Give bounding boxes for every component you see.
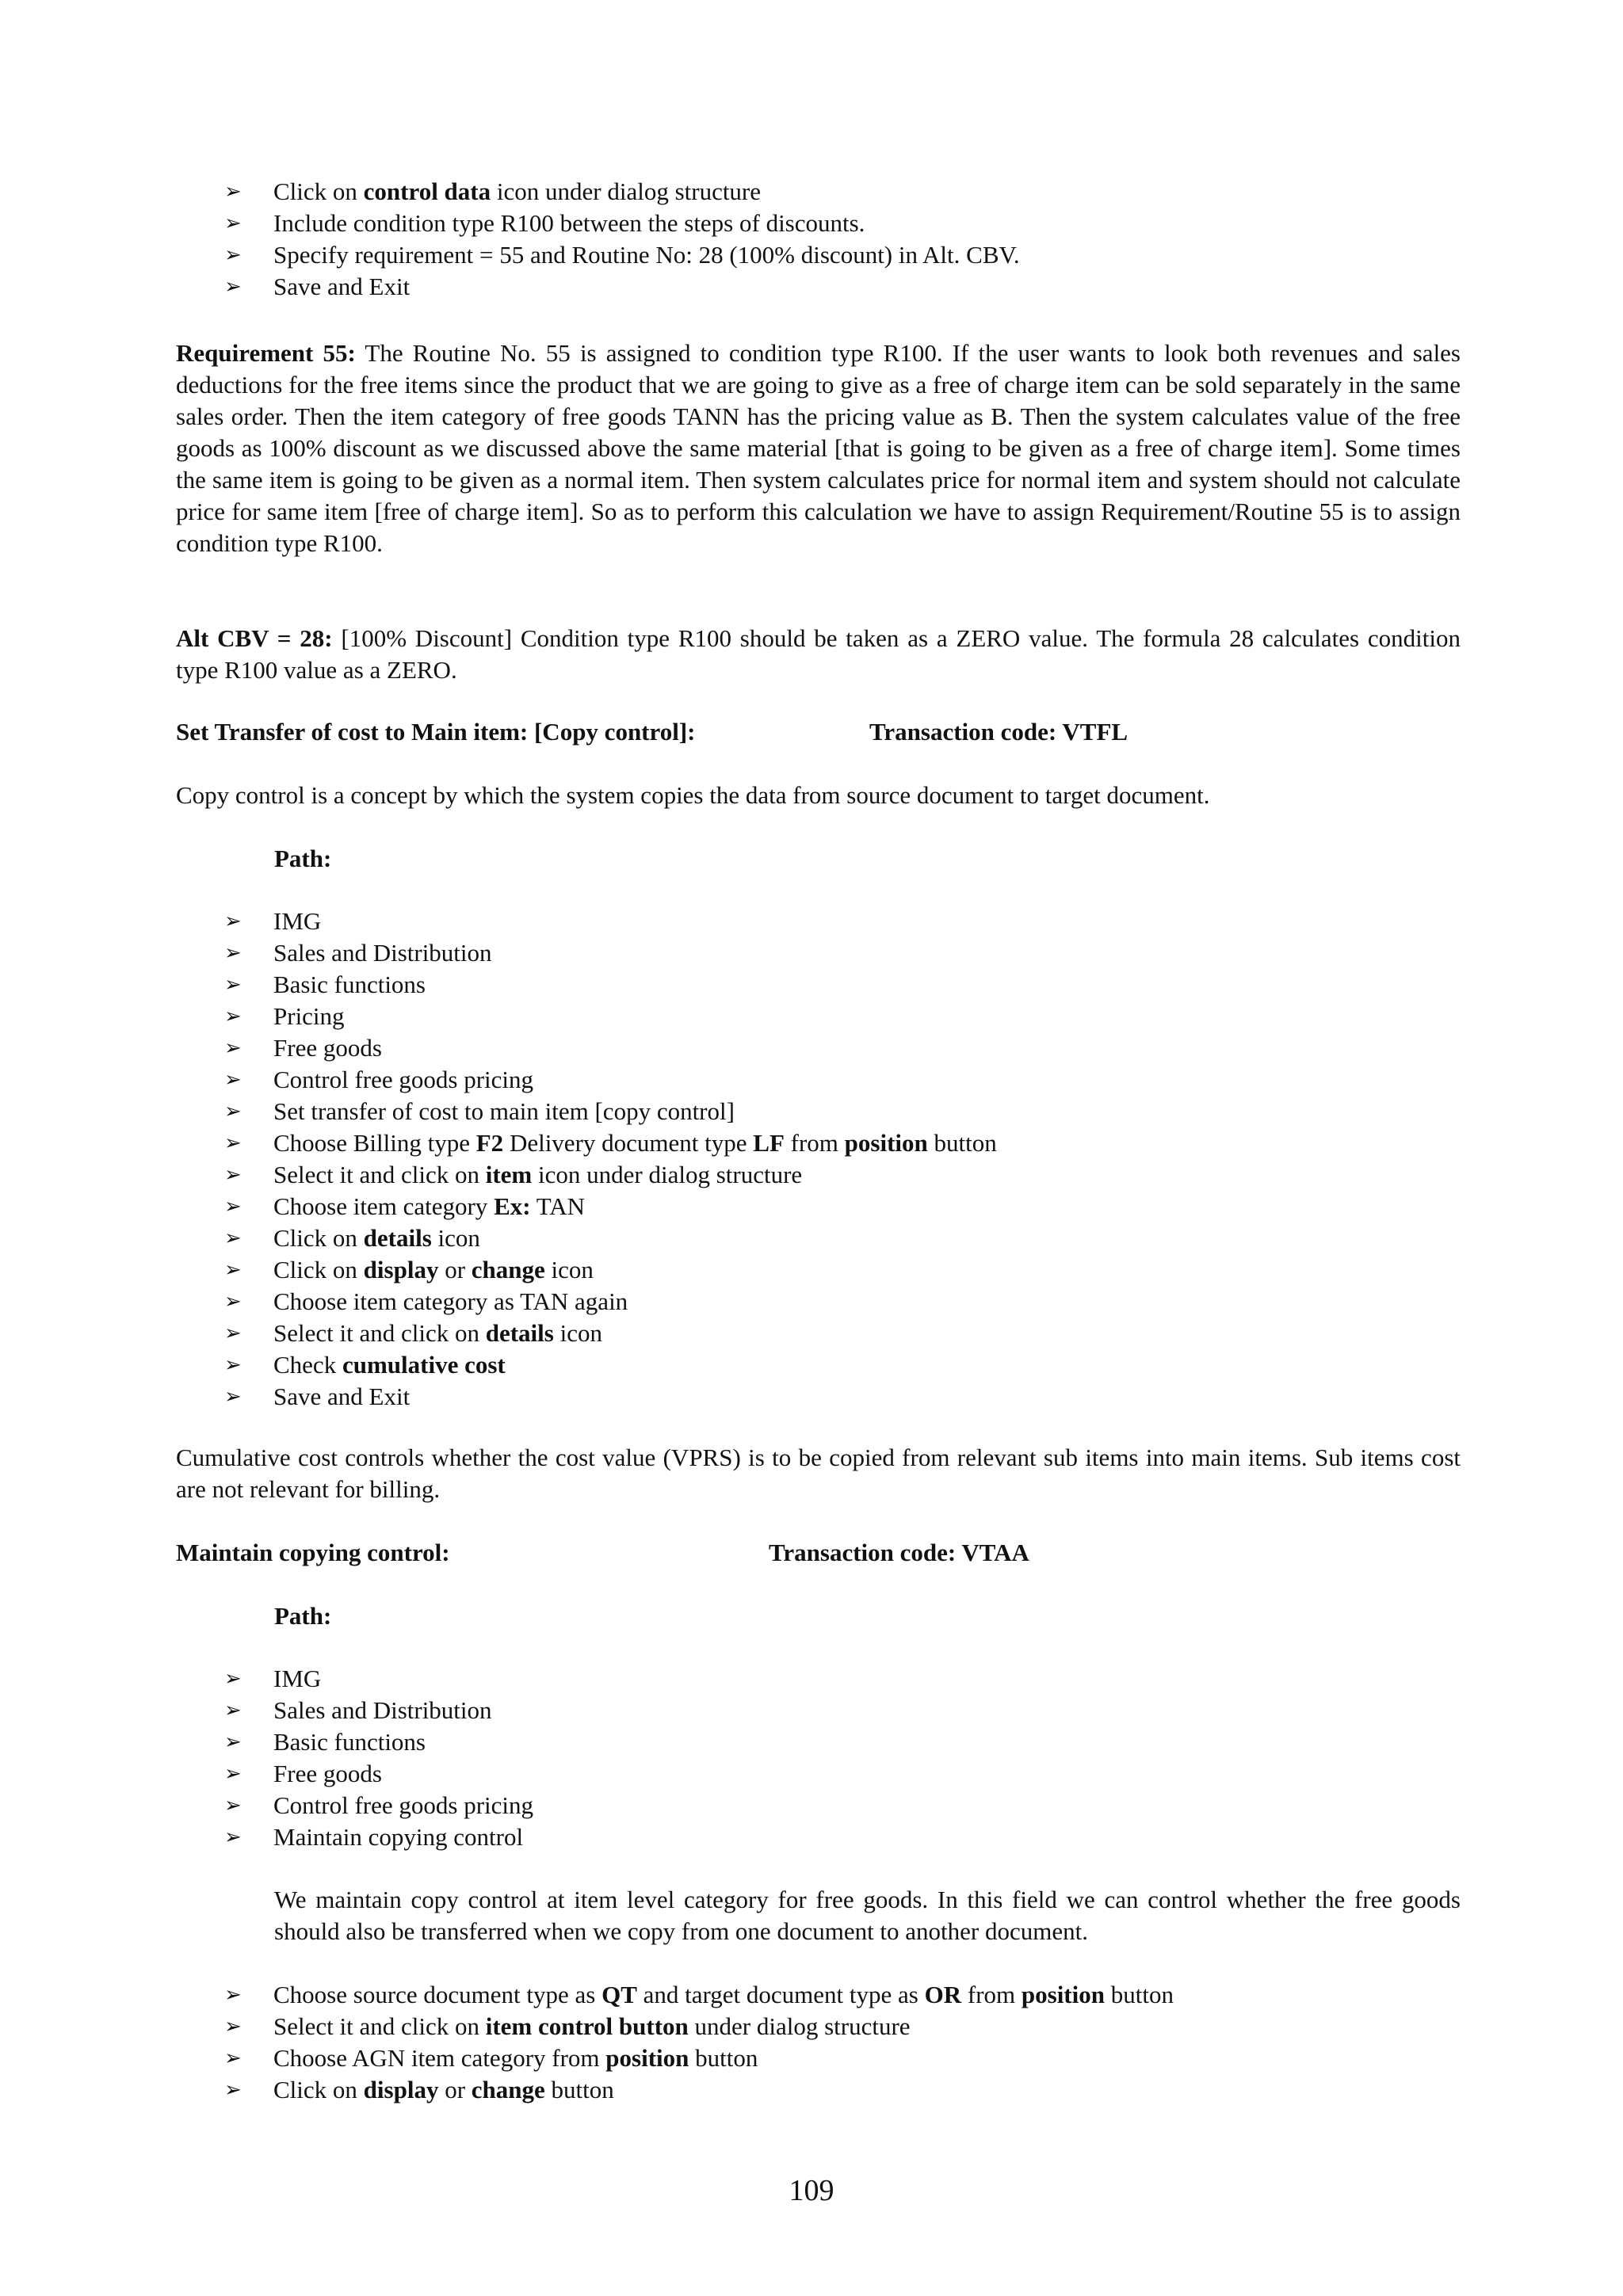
arrow-bullet-icon: ➢ — [224, 243, 242, 267]
list-item-text: Pricing — [273, 1002, 345, 1030]
list-item-text: Select it and click on — [273, 2012, 486, 2040]
transaction-code-vtfl: Transaction code: VTFL — [869, 718, 1128, 746]
bold-term: details — [363, 1224, 432, 1252]
list-item-text: TAN — [530, 1192, 585, 1220]
bold-term: OR — [924, 1981, 962, 2008]
arrow-bullet-icon: ➢ — [224, 2015, 242, 2039]
path-label-1: Path: — [274, 845, 332, 872]
arrow-bullet-icon: ➢ — [224, 275, 242, 299]
list-item-text: Free goods — [273, 1034, 382, 1062]
list-item — [224, 1979, 1461, 2011]
list-item — [224, 1127, 1461, 1159]
arrow-bullet-icon: ➢ — [224, 212, 242, 235]
list-item-text: Select it and click on — [273, 1319, 486, 1347]
list-item — [224, 1159, 1461, 1191]
list-item-text: Choose item category as TAN again — [273, 1287, 628, 1315]
list-item — [224, 2011, 1461, 2042]
list-item — [224, 208, 1461, 239]
list-item — [224, 1695, 1461, 1726]
transfer-of-cost-path-list — [224, 906, 1461, 1413]
list-item-text: IMG — [273, 1665, 322, 1692]
list-item-text: IMG — [273, 907, 322, 935]
list-item — [224, 271, 1461, 303]
list-item-text: icon under dialog structure — [491, 177, 762, 205]
arrow-bullet-icon: ➢ — [224, 1100, 242, 1123]
bold-term: item — [485, 1161, 533, 1188]
cumulative-cost-paragraph: Cumulative cost controls whether the cost value (VPRS) is to be copied from relevant sub items into main items. Sub items cost are not relevant for billing. — [176, 1444, 1461, 1503]
list-item-text: Free goods — [273, 1760, 382, 1787]
requirement-55-text: The Routine No. 55 is assigned to condition type R100. If the user wants to look both revenues and sales deductions for the free items since the product that we are going to give as a free of charge item can be sold separately in the same sales order. Then the item category of free goods TANN has the pricing value as B. Then the system calculates value of the free goods as 100% discount as we discussed above the same material [that is going to be given as a free of charge item]. Some times the same item is going to be given as a normal item. Then system calculates price for normal item and system should not calculate price for same item [free of charge item]. So as to perform this calculation we have to assign Requirement/Routine 55 is to assign condition type R100. — [176, 339, 1461, 557]
list-item — [224, 1032, 1461, 1064]
list-item-text: icon under dialog structure — [532, 1161, 803, 1188]
list-item — [224, 1381, 1461, 1413]
arrow-bullet-icon: ➢ — [224, 2046, 242, 2070]
path-label-2: Path: — [274, 1602, 332, 1630]
bold-term: F2 — [475, 1129, 504, 1157]
alt-cbv-paragraph — [176, 623, 1461, 686]
arrow-bullet-icon: ➢ — [224, 2078, 242, 2102]
bold-term: display — [363, 1256, 439, 1283]
list-item — [224, 1222, 1461, 1254]
list-item — [224, 176, 1461, 208]
list-item — [224, 969, 1461, 1001]
bold-term: position — [605, 2044, 689, 2072]
list-item-text: icon — [544, 1256, 594, 1283]
list-item-text: Click on — [273, 1256, 364, 1283]
arrow-bullet-icon: ➢ — [224, 1385, 242, 1409]
list-item — [224, 1254, 1461, 1286]
list-item-text: Specify requirement = 55 and Routine No: 28 (100% discount) in Alt. CBV. — [273, 241, 1020, 269]
bold-term: Ex: — [494, 1192, 531, 1220]
arrow-bullet-icon: ➢ — [224, 1131, 242, 1155]
arrow-bullet-icon: ➢ — [224, 1825, 242, 1849]
transaction-code-vtaa: Transaction code: VTAA — [769, 1539, 1029, 1566]
bold-term: QT — [601, 1981, 637, 2008]
copy-control-item-level-paragraph: We maintain copy control at item level category for free goods. In this field we can control whether the free goods should also be transferred when we copy from one document to another document. — [274, 1886, 1461, 1945]
arrow-bullet-icon: ➢ — [224, 1068, 242, 1092]
list-item-text: or — [438, 2076, 472, 2103]
arrow-bullet-icon: ➢ — [224, 1226, 242, 1250]
list-item — [224, 1349, 1461, 1381]
bold-term: details — [485, 1319, 554, 1347]
arrow-bullet-icon: ➢ — [224, 941, 242, 965]
list-item — [224, 1758, 1461, 1790]
list-item-text: button — [1105, 1981, 1174, 2008]
list-item-text: button — [689, 2044, 758, 2072]
arrow-bullet-icon: ➢ — [224, 1699, 242, 1722]
list-item — [224, 906, 1461, 937]
list-item — [224, 1096, 1461, 1127]
list-item — [224, 1064, 1461, 1096]
list-item-text: Select it and click on — [273, 1161, 486, 1188]
arrow-bullet-icon: ➢ — [224, 1005, 242, 1028]
list-item — [224, 937, 1461, 969]
alt-cbv-text: [100% Discount] Condition type R100 should be taken as a ZERO value. The formula 28 calculates condition type R100 value as a ZERO. — [176, 624, 1461, 684]
copy-control-intro: Copy control is a concept by which the system copies the data from source document to target document. — [176, 781, 1210, 809]
maintain-copying-control-path-list — [224, 1663, 1461, 1853]
list-item-text: Check — [273, 1351, 342, 1379]
control-data-steps-list — [224, 176, 1461, 303]
arrow-bullet-icon: ➢ — [224, 1163, 242, 1187]
copy-control-steps-list — [224, 1979, 1461, 2106]
arrow-bullet-icon: ➢ — [224, 1036, 242, 1060]
list-item-text: Set transfer of cost to main item [copy control] — [273, 1097, 735, 1125]
arrow-bullet-icon: ➢ — [224, 910, 242, 933]
arrow-bullet-icon: ➢ — [224, 1730, 242, 1754]
bold-term: item control button — [485, 2012, 689, 2040]
page-number: 109 — [789, 2174, 834, 2207]
list-item-text: Click on — [273, 1224, 364, 1252]
arrow-bullet-icon: ➢ — [224, 1794, 242, 1817]
list-item-text: Basic functions — [273, 1728, 426, 1756]
list-item-text: from — [784, 1129, 845, 1157]
arrow-bullet-icon: ➢ — [224, 1290, 242, 1314]
arrow-bullet-icon: ➢ — [224, 1322, 242, 1345]
bold-term: change — [471, 2076, 545, 2103]
list-item — [224, 1663, 1461, 1695]
list-item-text: Click on — [273, 2076, 364, 2103]
list-item-text: or — [438, 1256, 472, 1283]
bold-term: change — [471, 1256, 545, 1283]
arrow-bullet-icon: ➢ — [224, 180, 242, 204]
list-item-text: from — [961, 1981, 1022, 2008]
bold-term: LF — [753, 1129, 785, 1157]
arrow-bullet-icon: ➢ — [224, 973, 242, 997]
list-item — [224, 1821, 1461, 1853]
bold-term: cumulative cost — [342, 1351, 506, 1379]
list-item-text: Sales and Distribution — [273, 939, 492, 967]
section-title-transfer-of-cost: Set Transfer of cost to Main item: [Copy control]: — [176, 718, 696, 746]
arrow-bullet-icon: ➢ — [224, 1195, 242, 1219]
arrow-bullet-icon: ➢ — [224, 1353, 242, 1377]
list-item — [224, 1790, 1461, 1821]
requirement-55-paragraph — [176, 338, 1461, 559]
list-item-text: Delivery document type — [503, 1129, 754, 1157]
list-item — [224, 239, 1461, 271]
section-title-maintain-copying-control: Maintain copying control: — [176, 1539, 450, 1566]
list-item-text: Save and Exit — [273, 273, 411, 300]
list-item-text: Basic functions — [273, 971, 426, 998]
list-item — [224, 1286, 1461, 1318]
list-item-text: Click on — [273, 177, 364, 205]
list-item-text: Sales and Distribution — [273, 1696, 492, 1724]
alt-cbv-label: Alt CBV = 28: — [176, 624, 333, 652]
list-item-text: button — [927, 1129, 997, 1157]
arrow-bullet-icon: ➢ — [224, 1258, 242, 1282]
list-item-text: under dialog structure — [688, 2012, 911, 2040]
list-item-text: icon — [431, 1224, 480, 1252]
list-item — [224, 2042, 1461, 2074]
list-item-text: Include condition type R100 between the steps of discounts. — [273, 209, 865, 237]
list-item — [224, 1318, 1461, 1349]
list-item-text: Choose AGN item category from — [273, 2044, 606, 2072]
list-item — [224, 1191, 1461, 1222]
bold-term: control data — [363, 177, 491, 205]
bold-term: position — [844, 1129, 928, 1157]
bold-term: display — [363, 2076, 439, 2103]
list-item — [224, 1001, 1461, 1032]
list-item-text: Choose Billing type — [273, 1129, 476, 1157]
list-item-text: Choose item category — [273, 1192, 495, 1220]
list-item-text: button — [544, 2076, 614, 2103]
list-item-text: Control free goods pricing — [273, 1791, 534, 1819]
list-item — [224, 2074, 1461, 2106]
requirement-55-label: Requirement 55: — [176, 339, 356, 367]
list-item-text: Control free goods pricing — [273, 1066, 534, 1093]
arrow-bullet-icon: ➢ — [224, 1983, 242, 2007]
list-item-text: Choose source document type as — [273, 1981, 602, 2008]
arrow-bullet-icon: ➢ — [224, 1667, 242, 1691]
list-item — [224, 1726, 1461, 1758]
list-item-text: and target document type as — [636, 1981, 925, 2008]
bold-term: position — [1021, 1981, 1105, 2008]
list-item-text: icon — [553, 1319, 602, 1347]
list-item-text: Save and Exit — [273, 1383, 411, 1410]
arrow-bullet-icon: ➢ — [224, 1762, 242, 1786]
list-item-text: Maintain copying control — [273, 1823, 524, 1851]
